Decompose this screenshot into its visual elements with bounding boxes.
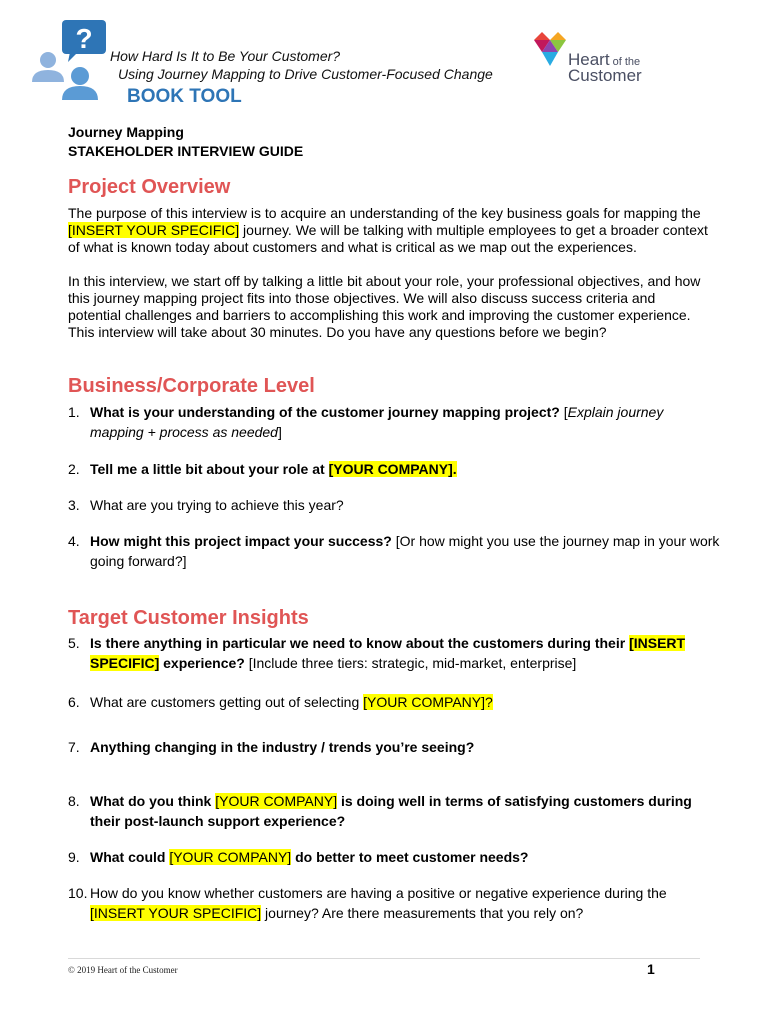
book-tool-title: BOOK TOOL xyxy=(127,86,242,107)
question-7: 7. Anything changing in the industry / trends you’re seeing? xyxy=(68,739,475,755)
question-5: 5. Is there anything in particular we need to know about the customers during their [INSERT SPECIFIC] experience? [Include three tiers: strategic, mid-market, enterprise] xyxy=(68,635,686,671)
brand-name-line2: Customer xyxy=(568,66,642,85)
overview-paragraph-1: The purpose of this interview is to acquire an understanding of the key business goals for mapping the [INSERT YOUR SPECIFIC] journey. We will be talking with multiple employees to get a broader context of what is known today about customers and what is critical as we map out the experiences. xyxy=(68,205,708,255)
footer-divider xyxy=(68,958,700,959)
copyright-icon: © xyxy=(68,965,75,975)
question-6: 6. What are customers getting out of selecting [YOUR COMPANY]? xyxy=(68,694,493,710)
question-4: 4. How might this project impact your success? [Or how might you use the journey map in your work going forward?] xyxy=(68,533,720,569)
copyright-text: © 2019 Heart of the Customer xyxy=(68,965,178,975)
question-8: 8. What do you think [YOUR COMPANY] is doing well in terms of satisfying customers during their post-launch support experience? xyxy=(68,793,692,829)
tagline-line1: How Hard Is It to Be Your Customer? xyxy=(110,48,341,64)
question-3: 3. What are you trying to achieve this year? xyxy=(68,497,344,513)
section-heading-overview: Project Overview xyxy=(68,176,231,198)
section-heading-insights: Target Customer Insights xyxy=(68,607,309,629)
doc-title-line2: STAKEHOLDER INTERVIEW GUIDE xyxy=(68,143,304,159)
doc-title-line1: Journey Mapping xyxy=(68,124,184,140)
heart-logo-icon xyxy=(532,30,568,68)
brand-name-line1: Heart of the xyxy=(568,50,641,69)
section-heading-business: Business/Corporate Level xyxy=(68,375,315,397)
question-10: 10. How do you know whether customers are having a positive or negative experience during the [INSERT YOUR SPECIFIC] journey? Are there measurements that you rely on? xyxy=(68,885,667,921)
svg-text:?: ? xyxy=(75,23,93,54)
question-2: 2. Tell me a little bit about your role at [YOUR COMPANY]. xyxy=(68,461,457,477)
question-1: 1. What is your understanding of the customer journey mapping project? [Explain journey mapping + process as needed] xyxy=(68,404,664,440)
question-9: 9. What could [YOUR COMPANY] do better to meet customer needs? xyxy=(68,849,529,865)
overview-paragraph-2: In this interview, we start off by talking a little bit about your role, your professional objectives, and how this journey mapping project fits into those objectives. We will also discuss success criteria and potential challenges and barriers to accomplishing this work and improving the customer experience. This interview will take about 30 minutes. Do you have any questions before we begin? xyxy=(68,273,701,340)
people-question-icon xyxy=(30,18,110,102)
page-number: 1 xyxy=(647,961,655,977)
tagline-line2: Using Journey Mapping to Drive Customer-Focused Change xyxy=(118,66,493,82)
